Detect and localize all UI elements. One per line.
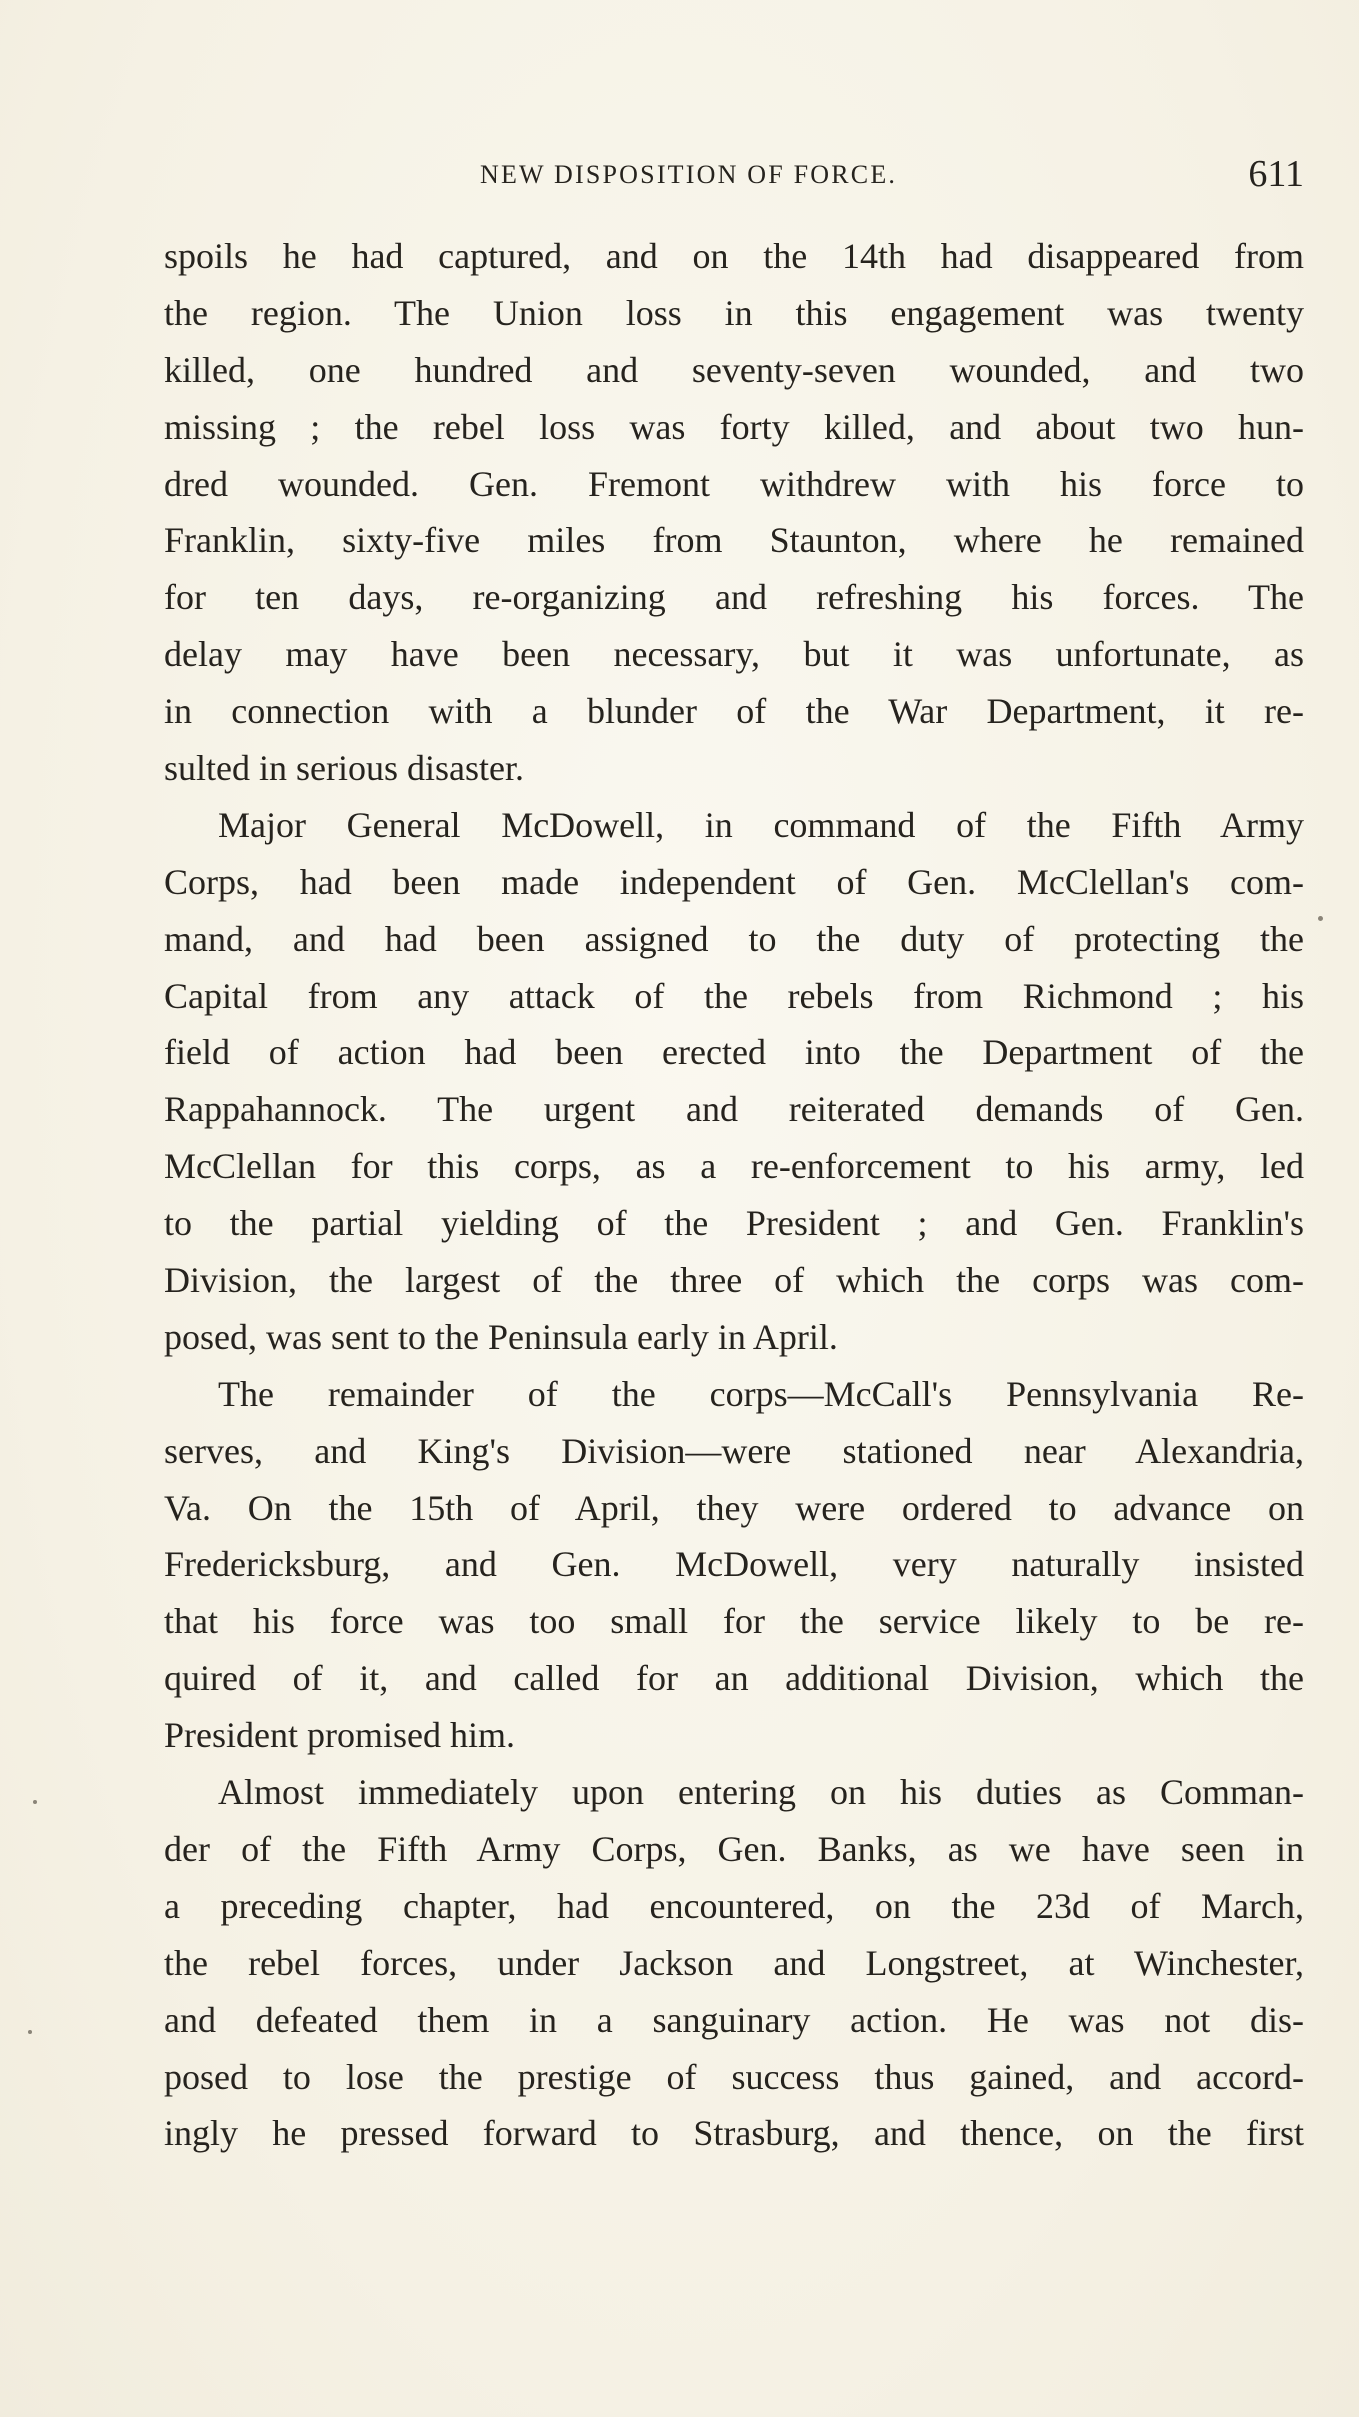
text-line: a preceding chapter, had encountered, on the 23d of March, xyxy=(164,1885,1304,1926)
text-line: Capital from any attack of the rebels from Richmond ; his xyxy=(164,975,1304,1016)
text-line: serves, and King's Division—were stationed near Alexandria, xyxy=(164,1430,1304,1471)
running-head xyxy=(164,148,1304,198)
text-line: spoils he had captured, and on the 14th had disappeared from xyxy=(164,236,1304,276)
text-line: The remainder of the corps—McCall's Pennsylvania Re- xyxy=(218,1373,1304,1414)
page-number: 611 xyxy=(1248,153,1304,195)
text-line: Division, the largest of the three of which the corps was com- xyxy=(164,1260,1304,1301)
text-line: ingly he pressed forward to Strasburg, and thence, on the first xyxy=(164,2113,1304,2154)
text-line: that his force was too small for the service likely to be re- xyxy=(164,1601,1304,1642)
text-line: the region. The Union loss in this engagement was twenty xyxy=(164,292,1304,333)
text-line: and defeated them in a sanguinary action. He was not dis- xyxy=(164,1999,1304,2040)
text-line: Franklin, sixty-five miles from Staunton, where he remained xyxy=(164,520,1304,561)
body-text xyxy=(164,228,1304,2162)
text-line: McClellan for this corps, as a re-enforcement to his army, led xyxy=(164,1146,1304,1187)
text-line: killed, one hundred and seventy-seven wounded, and two xyxy=(164,349,1304,390)
text-line: Rappahannock. The urgent and reiterated demands of Gen. xyxy=(164,1089,1304,1130)
text-line: der of the Fifth Army Corps, Gen. Banks, as we have seen in xyxy=(164,1828,1304,1869)
text-line: President promised him. xyxy=(164,1715,515,1756)
text-line: field of action had been erected into the Department of the xyxy=(164,1032,1304,1073)
text-line: to the partial yielding of the President ; and Gen. Franklin's xyxy=(164,1203,1304,1244)
text-line: Va. On the 15th of April, they were ordered to advance on xyxy=(164,1487,1304,1528)
text-line: sulted in serious disaster. xyxy=(164,748,524,789)
text-line: posed, was sent to the Peninsula early in April. xyxy=(164,1316,838,1357)
text-line: Almost immediately upon entering on his duties as Comman- xyxy=(218,1772,1304,1813)
text-line: quired of it, and called for an additional Division, which the xyxy=(164,1658,1304,1699)
running-title: NEW DISPOSITION OF FORCE. xyxy=(480,160,898,189)
text-line: dred wounded. Gen. Fremont withdrew with his force to xyxy=(164,463,1304,504)
text-line: Major General McDowell, in command of the Fifth Army xyxy=(218,804,1304,845)
text-line: posed to lose the prestige of success thus gained, and accord- xyxy=(164,2056,1304,2097)
text-line: in connection with a blunder of the War Department, it re- xyxy=(164,691,1304,732)
text-line: mand, and had been assigned to the duty of protecting the xyxy=(164,918,1304,959)
text-line: missing ; the rebel loss was forty killed, and about two hun- xyxy=(164,406,1304,447)
text-line: Fredericksburg, and Gen. McDowell, very naturally insisted xyxy=(164,1544,1304,1585)
paper-speck xyxy=(28,2030,32,2034)
paper-speck xyxy=(1318,916,1323,921)
text-line: Corps, had been made independent of Gen. McClellan's com- xyxy=(164,861,1304,902)
text-line: delay may have been necessary, but it was unfortunate, as xyxy=(164,634,1304,675)
paper-speck xyxy=(33,1800,37,1804)
text-line: the rebel forces, under Jackson and Longstreet, at Winchester, xyxy=(164,1942,1304,1983)
text-line: for ten days, re-organizing and refreshing his forces. The xyxy=(164,577,1304,618)
